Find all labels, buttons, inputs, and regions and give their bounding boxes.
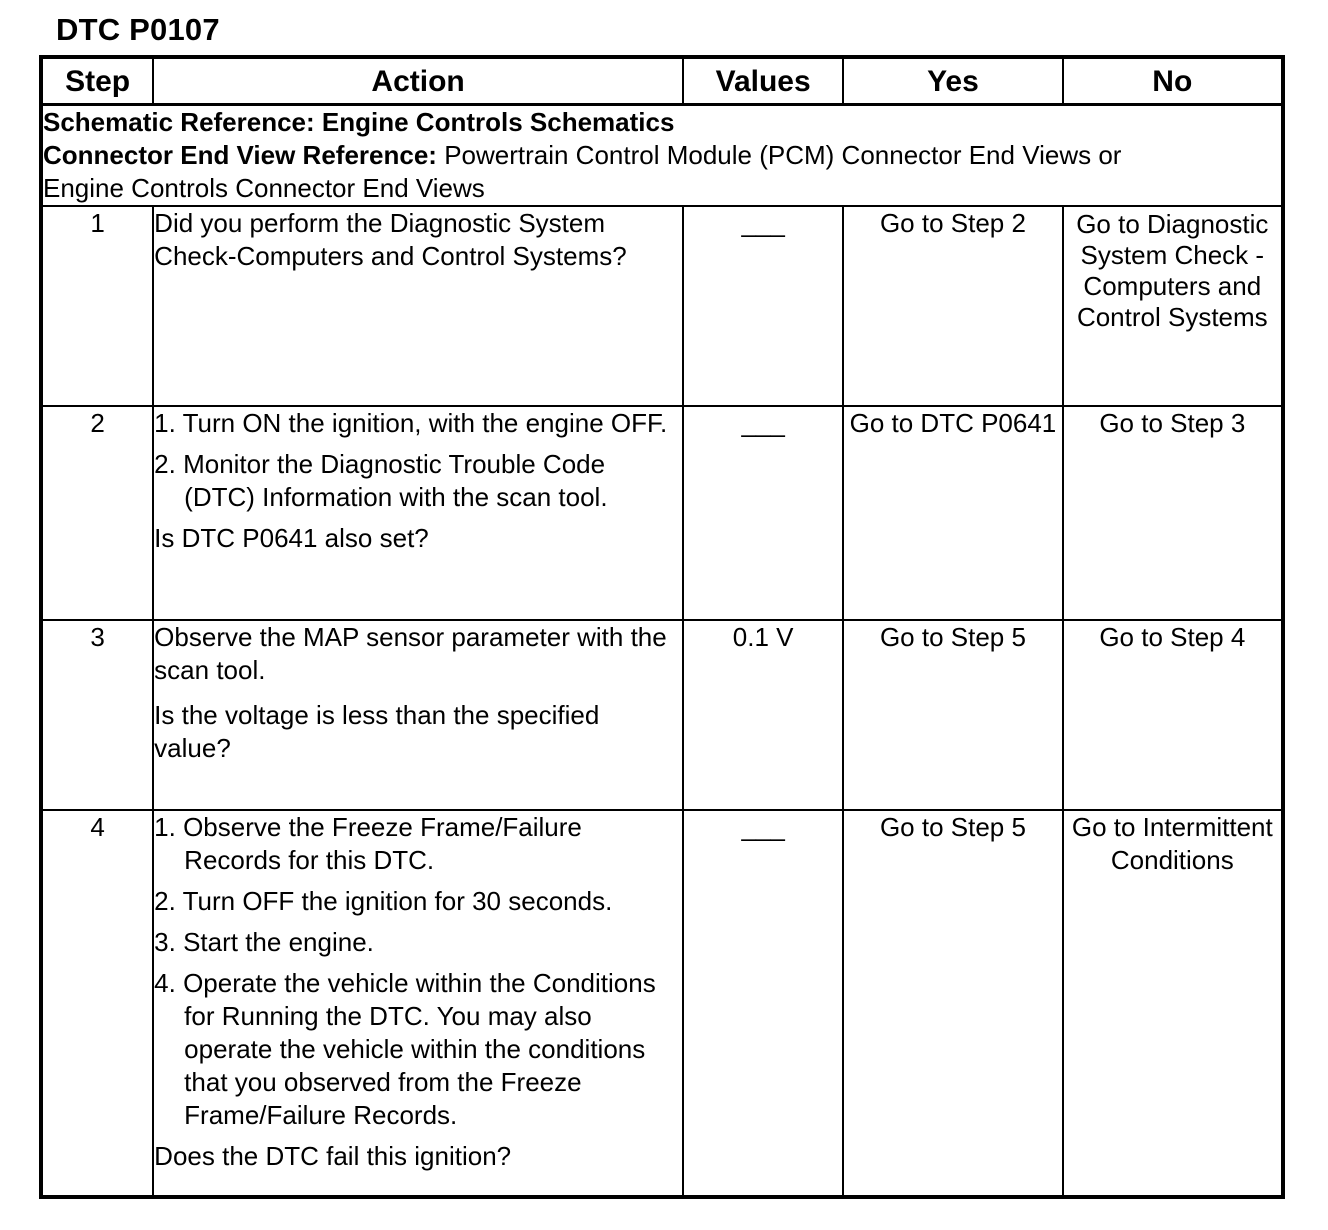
- connector-reference: [43, 139, 1281, 172]
- yes-cell: Go to Step 5: [843, 620, 1062, 810]
- step-number: 4: [41, 810, 153, 1197]
- reference-cell: [41, 105, 1283, 207]
- header-action: Action: [153, 57, 683, 105]
- page-title: DTC P0107: [56, 12, 220, 47]
- no-cell: Go to Step 4: [1063, 620, 1283, 810]
- table-row: [41, 810, 1283, 1197]
- connector-reference-text-2: Engine Controls Connector End Views: [43, 173, 485, 203]
- header-yes: Yes: [843, 57, 1062, 105]
- action-question: Does the DTC fail this ignition?: [154, 1141, 512, 1171]
- action-text: Observe the MAP sensor parameter with the scan tool.: [154, 622, 667, 685]
- action-cell: [153, 810, 683, 1197]
- action-item: 2. Monitor the Diagnostic Trouble Code (DTC) Information with the scan tool.: [154, 449, 608, 512]
- table-row: [41, 206, 1283, 406]
- action-cell: [153, 406, 683, 620]
- yes-cell: Go to Step 5: [843, 810, 1062, 1197]
- step-number: 3: [41, 620, 153, 810]
- values-cell: ___: [683, 406, 843, 620]
- no-cell: Go to Intermittent Conditions: [1063, 810, 1283, 1197]
- diagnostic-table: [39, 55, 1285, 1199]
- header-values: Values: [683, 57, 843, 105]
- action-cell: [153, 206, 683, 406]
- step-number: 1: [41, 206, 153, 406]
- yes-cell: Go to DTC P0641: [843, 406, 1062, 620]
- no-cell: Go to Diagnostic System Check - Computers and Control Systems: [1063, 206, 1283, 406]
- header-step: Step: [41, 57, 153, 105]
- reference-row: [41, 105, 1283, 207]
- values-cell: ___: [683, 810, 843, 1197]
- action-item: 1. Turn ON the ignition, with the engine OFF.: [154, 408, 668, 438]
- connector-reference-text: Powertrain Control Module (PCM) Connector End Views or: [444, 140, 1122, 170]
- action-cell: [153, 620, 683, 810]
- header-no: No: [1063, 57, 1283, 105]
- action-item: 2. Turn OFF the ignition for 30 seconds.: [154, 886, 613, 916]
- action-item: 4. Operate the vehicle within the Conditions for Running the DTC. You may also operate the vehicle within the conditions that you observed from the Freeze Frame/Failure Records.: [154, 968, 656, 1130]
- action-item: 1. Observe the Freeze Frame/Failure Records for this DTC.: [154, 812, 582, 875]
- schematic-reference: Schematic Reference: Engine Controls Schematics: [43, 107, 675, 137]
- step-number: 2: [41, 406, 153, 620]
- action-text: Did you perform the Diagnostic System Check-Computers and Control Systems?: [154, 208, 627, 271]
- action-question: Is the voltage is less than the specified value?: [154, 700, 600, 763]
- spacer: [154, 687, 682, 699]
- action-item: 3. Start the engine.: [154, 927, 374, 957]
- values-cell: 0.1 V: [683, 620, 843, 810]
- table-row: [41, 620, 1283, 810]
- table-row: [41, 406, 1283, 620]
- yes-cell: Go to Step 2: [843, 206, 1062, 406]
- connector-reference-label: Connector End View Reference:: [43, 140, 437, 170]
- action-question: Is DTC P0641 also set?: [154, 523, 429, 553]
- no-cell: Go to Step 3: [1063, 406, 1283, 620]
- values-cell: ___: [683, 206, 843, 406]
- header-row: [41, 57, 1283, 105]
